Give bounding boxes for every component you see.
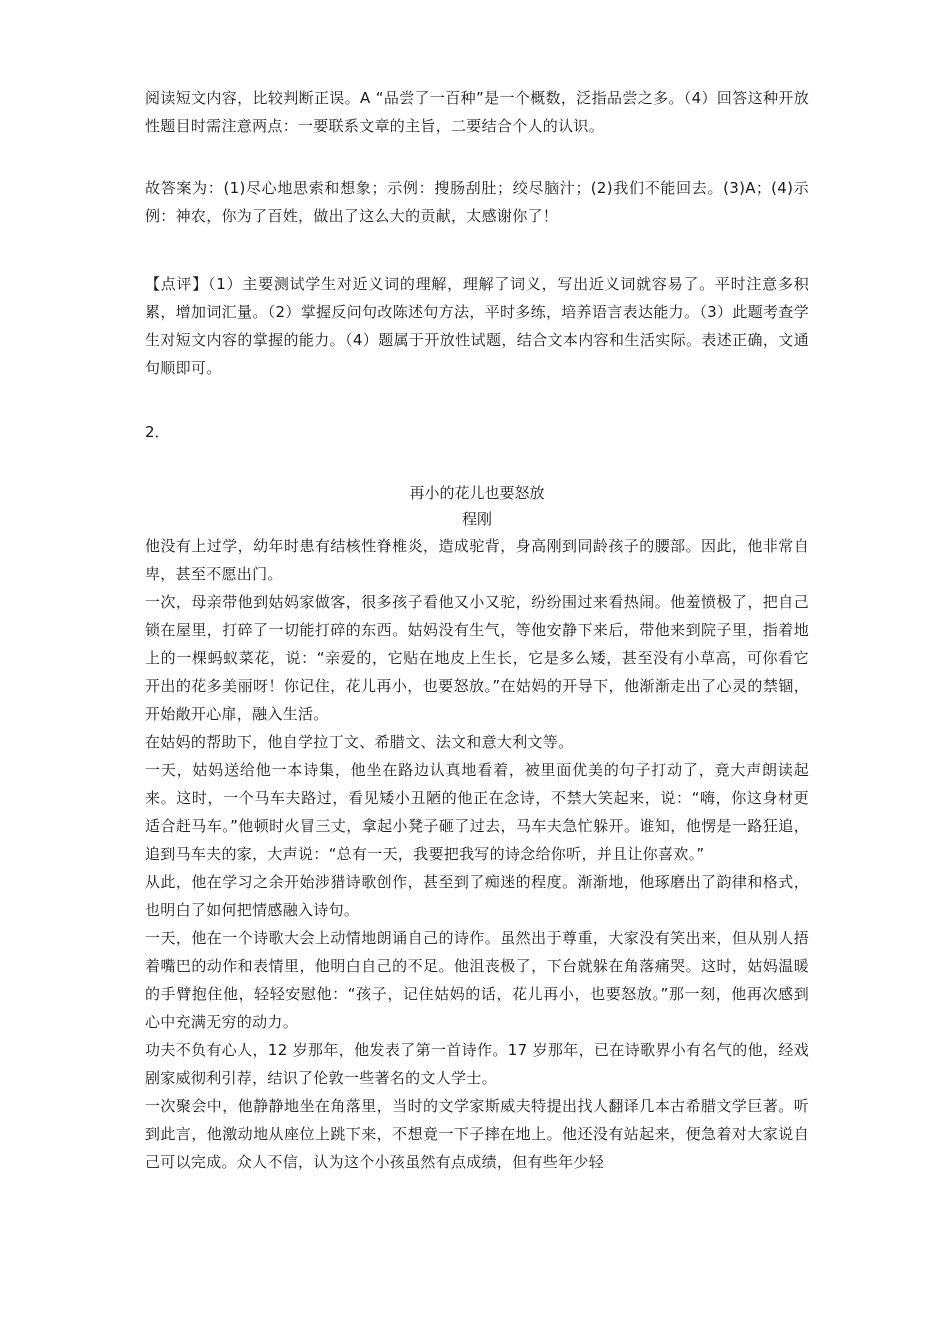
article-paragraph-4: 一天，姑妈送给他一本诗集，他坐在路边认真地看着，被里面优美的句子打动了，竟大声朗读起来。这时，一个马车夫路过，看见矮小丑陋的他正在念诗，不禁大笑起来，说：“嗨，你这身材更适合赶马车。”他顿时火冒三丈，拿起小凳子砸了过去，马车夫急忙躲开。谁知，他愣是一路狂追，追到马车夫的家，大声说：“总有一天，我要把我写的诗念给你听，并且让你喜欢。” — [145, 761, 809, 863]
article-paragraph-5: 从此，他在学习之余开始涉猎诗歌创作，甚至到了痴迷的程度。渐渐地，他琢磨出了韵律和格式，也明白了如何把情感融入诗句。 — [145, 873, 809, 919]
article-author: 程刚 — [461, 510, 492, 528]
analysis-paragraph: 阅读短文内容，比较判断正误。A “品尝了一百种”是一个概数，泛指品尝之多。（4）回答这种开放性题目时需注意两点：一要联系文章的主旨，二要结合个人的认识。 — [145, 89, 809, 135]
article-title: 再小的花儿也要怒放 — [409, 484, 545, 502]
article-paragraph-2: 一次，母亲带他到姑妈家做客，很多孩子看他又小又驼，纷纷围过来看热闹。他羞愤极了，把自己锁在屋里，打碎了一切能打碎的东西。姑妈没有生气，等他安静下来后，带他来到院子里，指着地上的一棵蚂蚁菜花，说：“亲爱的，它贴在地皮上生长，它是多么矮，甚至没有小草高，可你看它开出的花多美丽呀！你记住，花儿再小，也要怒放。”在姑妈的开导下，他渐渐走出了心灵的禁锢，开始敞开心扉，融入生活。 — [145, 593, 809, 723]
article-paragraph-1: 他没有上过学，幼年时患有结核性脊椎炎，造成驼背，身高刚到同龄孩子的腰部。因此，他非常自卑，甚至不愿出门。 — [145, 537, 809, 583]
article-header — [145, 480, 809, 532]
document-page — [145, 84, 809, 1176]
answer-paragraph: 故答案为：(1)尽心地思索和想象；示例：搜肠刮肚；绞尽脑汁；(2)我们不能回去。(3)A；(4)示例：神农，你为了百姓，做出了这么大的贡献，太感谢你了！ — [145, 179, 809, 225]
article-paragraph-8: 一次聚会中，他静静地坐在角落里，当时的文学家斯威夫特提出找人翻译几本古希腊文学巨著。听到此言，他激动地从座位上跳下来，不想竟一下子摔在地上。他还没有站起来，便急着对大家说自己可以完成。众人不信，认为这个小孩虽然有点成绩，但有些年少轻 — [145, 1097, 809, 1171]
comment-paragraph: 【点评】（1）主要测试学生对近义词的理解，理解了词义，写出近义词就容易了。平时注意多积累，增加词汇量。（2）掌握反问句改陈述句方法，平时多练，培养语言表达能力。（3）此题考查学生对短文内容的掌握的能力。（4）题属于开放性试题，结合文本内容和生活实际。表述正确，文通句顺即可。 — [145, 275, 809, 377]
article-paragraph-7: 功夫不负有心人，12 岁那年，他发表了第一首诗作。17 岁那年，已在诗歌界小有名气的他，经戏剧家威彻利引荐，结识了伦敦一些著名的文人学士。 — [145, 1041, 809, 1087]
article-paragraph-6: 一天，他在一个诗歌大会上动情地朗诵自己的诗作。虽然出于尊重，大家没有笑出来，但从别人捂着嘴巴的动作和表情里，他明白自己的不足。他沮丧极了，下台就躲在角落痛哭。这时，姑妈温暖的手臂抱住他，轻轻安慰他：“孩子，记住姑妈的话，花儿再小，也要怒放。”那一刻，他再次感到心中充满无穷的动力。 — [145, 929, 809, 1031]
article-paragraph-3: 在姑妈的帮助下，他自学拉丁文、希腊文、法文和意大利文等。 — [145, 733, 574, 751]
article-body — [145, 532, 809, 1176]
question-number: 2． — [145, 423, 170, 441]
